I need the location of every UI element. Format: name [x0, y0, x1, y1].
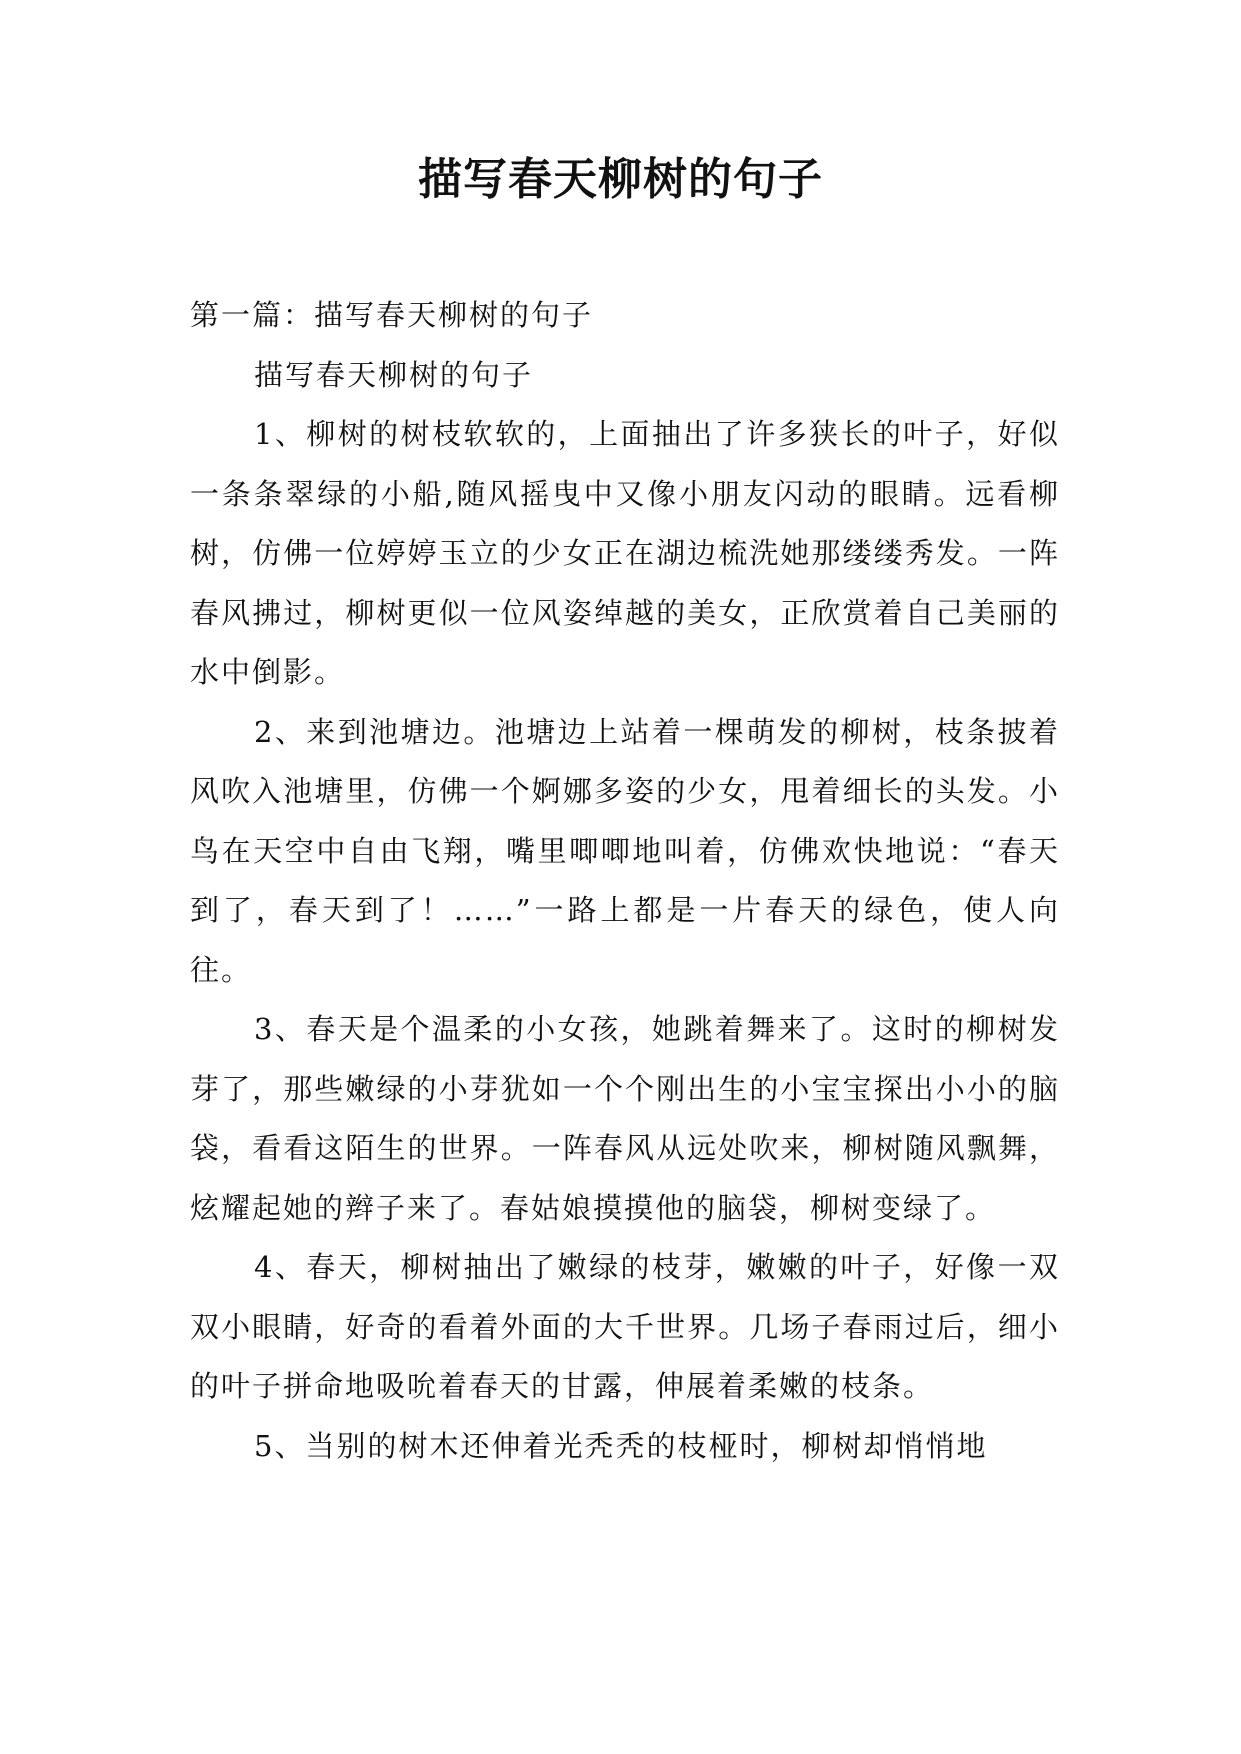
- document-body: [190, 286, 1060, 1476]
- paragraph-3: 3、春天是个温柔的小女孩，她跳着舞来了。这时的柳树发芽了，那些嫩绿的小芽犹如一个个刚出生的小宝宝探出小小的脑袋，看看这陌生的世界。一阵春风从远处吹来，柳树随风飘舞，炫耀起她的辫子来了。春姑娘摸摸他的脑袋，柳树变绿了。: [190, 1012, 1060, 1225]
- paragraph-1: 1、柳树的树枝软软的，上面抽出了许多狭长的叶子，好似一条条翠绿的小船,随风摇曳中又像小朋友闪动的眼睛。远看柳树，仿佛一位婷婷玉立的少女正在湖边梳洗她那缕缕秀发。一阵春风拂过，柳树更似一位风姿绰越的美女，正欣赏着自己美丽的水中倒影。: [190, 417, 1060, 689]
- document-title: 描写春天柳树的句子: [418, 154, 823, 205]
- paragraph-5: 5、当别的树木还伸着光秃秃的枝桠时，柳树却悄悄地: [254, 1428, 988, 1463]
- paragraph-2: 2、来到池塘边。池塘边上站着一棵萌发的柳树，枝条披着风吹入池塘里，仿佛一个婀娜多姿的少女，甩着细长的头发。小鸟在天空中自由飞翔，嘴里唧唧地叫着，仿佛欢快地说：“春天到了，春天到了！……”一路上都是一片春天的绿色，使人向往。: [190, 714, 1060, 987]
- section-heading: 第一篇：描写春天柳树的句子: [190, 298, 594, 332]
- section-subtitle: 描写春天柳树的句子: [254, 357, 534, 392]
- paragraph-4: 4、春天，柳树抽出了嫩绿的枝芽，嫩嫩的叶子，好像一双双小眼睛，好奇的看着外面的大千世界。几场子春雨过后，细小的叶子拼命地吸吮着春天的甘露，伸展着柔嫩的枝条。: [190, 1250, 1060, 1403]
